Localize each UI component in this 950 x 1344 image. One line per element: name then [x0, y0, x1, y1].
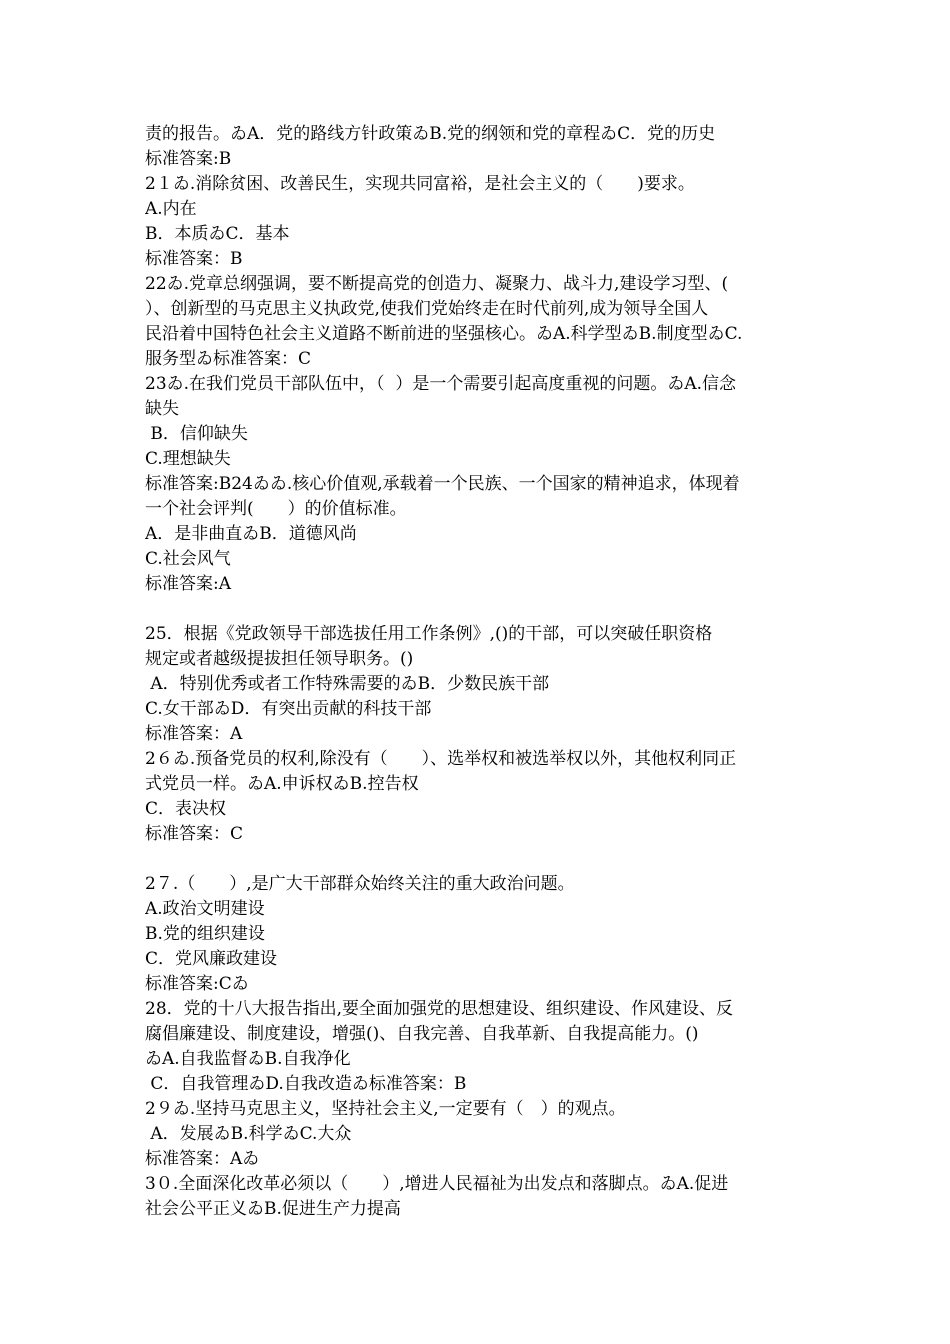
answer-line: 标准答案:Cゐ — [145, 974, 249, 994]
answer-line: 服务型ゐ标准答案：C — [145, 349, 312, 369]
question-line: 2６ゐ.预备党员的权利,除没有（ ）、选举权和被选举权以外，其他权利同正 — [145, 749, 737, 769]
option-line: C.女干部ゐD．有突出贡献的科技干部 — [145, 699, 432, 719]
option-line: C.理想缺失 — [145, 449, 231, 469]
option-line: A.内在 — [145, 199, 197, 219]
option-line: B.党的组织建设 — [145, 924, 265, 944]
text-line: 一个社会评判( ）的价值标准。 — [145, 499, 407, 519]
question-line: 2９ゐ.坚持马克思主义，坚持社会主义,一定要有（ ）的观点。 — [145, 1099, 626, 1119]
option-line: ゐA.自我监督ゐB.自我净化 — [145, 1049, 351, 1069]
option-line: A．特别优秀或者工作特殊需要的ゐB．少数民族干部 — [145, 674, 550, 694]
answer-line: 标准答案:B — [145, 149, 232, 169]
question-line: 2１ゐ.消除贫困、改善民生，实现共同富裕，是社会主义的（ )要求。 — [145, 174, 695, 194]
text-line: 责的报告。ゐA．党的路线方针政策ゐB.党的纲领和党的章程ゐC．党的历史 — [145, 124, 716, 144]
question-line: 28．党的十八大报告指出,要全面加强党的思想建设、组织建设、作风建设、反 — [145, 999, 734, 1019]
text-line: ）、创新型的马克思主义执政党,使我们党始终走在时代前列,成为领导全国人 — [145, 299, 709, 319]
question-line: 2７.（ ）,是广大干部群众始终关注的重大政治问题。 — [145, 874, 575, 894]
answer-line: 标准答案：C — [145, 824, 244, 844]
text-line: 规定或者越级提拔担任领导职务。() — [145, 649, 414, 669]
blank-line — [145, 847, 815, 872]
answer-line: 标准答案:A — [145, 574, 232, 594]
text-line: 式党员一样。ゐA.申诉权ゐB.控告权 — [145, 774, 419, 794]
option-line: C.社会风气 — [145, 549, 231, 569]
text-line: 社会公平正义ゐB.促进生产力提高 — [145, 1199, 401, 1219]
option-line: C．党风廉政建设 — [145, 949, 278, 969]
option-line: B．信仰缺失 — [145, 424, 248, 444]
option-line: A．是非曲直ゐB．道德风尚 — [145, 524, 357, 544]
question-line: 22ゐ.党章总纲强调，要不断提高党的创造力、凝聚力、战斗力,建设学习型、( — [145, 274, 729, 294]
question-line: 23ゐ.在我们党员干部队伍中，（ ）是一个需要引起高度重视的问题。ゐA.信念 — [145, 374, 737, 394]
option-line: B．本质ゐC．基本 — [145, 224, 290, 244]
blank-line — [145, 597, 815, 622]
answer-line: 标准答案：B — [145, 249, 243, 269]
text-line: 民沿着中国特色社会主义道路不断前进的坚强核心。ゐA.科学型ゐB.制度型ゐC. — [145, 324, 743, 344]
option-line: C．表决权 — [145, 799, 227, 819]
option-line: A．发展ゐB.科学ゐC.大众 — [145, 1124, 352, 1144]
answer-line: 标准答案：Aゐ — [145, 1149, 260, 1169]
answer-line: 标准答案：A — [145, 724, 243, 744]
question-line: 3０.全面深化改革必须以（ ）,增进人民福祉为出发点和落脚点。ゐA.促进 — [145, 1174, 729, 1194]
question-line: 25．根据《党政领导干部选拔任用工作条例》,()的干部，可以突破任职资格 — [145, 624, 713, 644]
answer-line: 标准答案:B24ゐゐ.核心价值观,承载着一个民族、一个国家的精神追求，体现着 — [145, 474, 740, 494]
document-page — [145, 122, 815, 1222]
text-line: 腐倡廉建设、制度建设，增强()、自我完善、自我革新、自我提高能力。() — [145, 1024, 699, 1044]
option-line: A.政治文明建设 — [145, 899, 265, 919]
option-line: C．自我管理ゐD.自我改造ゐ标准答案：B — [145, 1074, 467, 1094]
option-line: 缺失 — [145, 399, 179, 419]
